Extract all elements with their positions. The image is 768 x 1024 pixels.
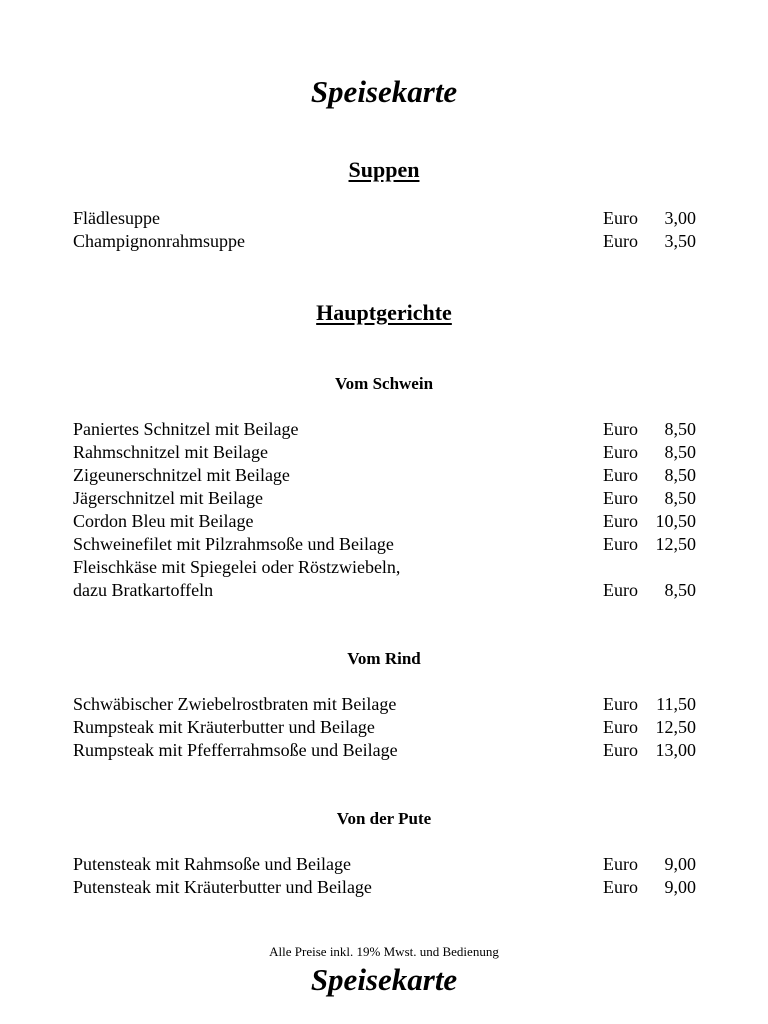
dish-price: 12,50 (655, 534, 696, 554)
dish-price: 11,50 (656, 694, 696, 714)
dish-name: Fleischkäse mit Spiegelei oder Röstzwiebeln, (73, 557, 401, 577)
menu-item (73, 487, 696, 510)
soup-list (73, 207, 696, 253)
menu-title: Speisekarte (310, 74, 458, 109)
menu-item (73, 533, 696, 556)
dish-name: Schwäbischer Zwiebelrostbraten mit Beilage (73, 694, 397, 714)
beef-list (73, 693, 696, 762)
currency-label: Euro (603, 488, 638, 508)
dish-price: 9,00 (664, 877, 696, 897)
pork-list (73, 418, 696, 602)
currency-label: Euro (603, 465, 638, 485)
menu-item (73, 739, 696, 762)
dish-price: 9,00 (664, 854, 696, 874)
menu-item (73, 418, 696, 441)
currency-label: Euro (603, 534, 638, 554)
menu-item (73, 464, 696, 487)
dish-price: 3,00 (664, 208, 696, 228)
currency-label: Euro (603, 694, 638, 714)
menu-item (73, 693, 696, 716)
subheading-turkey: Von der Pute (336, 809, 432, 828)
menu-item (73, 510, 696, 533)
menu-item (73, 876, 696, 899)
dish-name: Rumpsteak mit Kräuterbutter und Beilage (73, 717, 375, 737)
dish-name: Zigeunerschnitzel mit Beilage (73, 465, 290, 485)
dish-price: 12,50 (655, 717, 696, 737)
dish-price: 8,50 (664, 442, 696, 462)
dish-name: Champignonrahmsuppe (73, 231, 245, 251)
subheading-pork: Vom Schwein (334, 374, 434, 393)
menu-item (73, 207, 696, 230)
dish-price: 8,50 (664, 488, 696, 508)
menu-item (73, 579, 696, 602)
currency-label: Euro (603, 580, 638, 600)
currency-label: Euro (603, 717, 638, 737)
currency-label: Euro (603, 877, 638, 897)
dish-name: Cordon Bleu mit Beilage (73, 511, 254, 531)
currency-label: Euro (603, 442, 638, 462)
turkey-list (73, 853, 696, 899)
currency-label: Euro (603, 231, 638, 251)
menu-item (73, 556, 696, 579)
currency-label: Euro (603, 854, 638, 874)
menu-item (73, 853, 696, 876)
currency-label: Euro (603, 740, 638, 760)
dish-name: Putensteak mit Kräuterbutter und Beilage (73, 877, 372, 897)
dish-name: Flädlesuppe (73, 208, 160, 228)
dish-price: 8,50 (664, 419, 696, 439)
section-heading-soups: Suppen (348, 157, 420, 182)
dish-price: 10,50 (655, 511, 696, 531)
dish-name: dazu Bratkartoffeln (73, 580, 214, 600)
dish-name: Rumpsteak mit Pfefferrahmsoße und Beilage (73, 740, 398, 760)
dish-price: 13,00 (655, 740, 696, 760)
dish-price: 8,50 (664, 465, 696, 485)
menu-item (73, 716, 696, 739)
dish-name: Putensteak mit Rahmsoße und Beilage (73, 854, 351, 874)
dish-price: 8,50 (664, 580, 696, 600)
menu-item (73, 230, 696, 253)
dish-name: Schweinefilet mit Pilzrahmsoße und Beilage (73, 534, 394, 554)
section-heading-mains: Hauptgerichte (316, 300, 452, 325)
dish-name: Rahmschnitzel mit Beilage (73, 442, 268, 462)
dish-name: Paniertes Schnitzel mit Beilage (73, 419, 299, 439)
currency-label: Euro (603, 511, 638, 531)
price-footnote: Alle Preise inkl. 19% Mwst. und Bedienung (269, 944, 499, 959)
next-page-title: Speisekarte (310, 962, 458, 997)
subheading-beef: Vom Rind (347, 649, 421, 668)
dish-name: Jägerschnitzel mit Beilage (73, 488, 263, 508)
currency-label: Euro (603, 419, 638, 439)
dish-price: 3,50 (664, 231, 696, 251)
currency-label: Euro (603, 208, 638, 228)
menu-item (73, 441, 696, 464)
